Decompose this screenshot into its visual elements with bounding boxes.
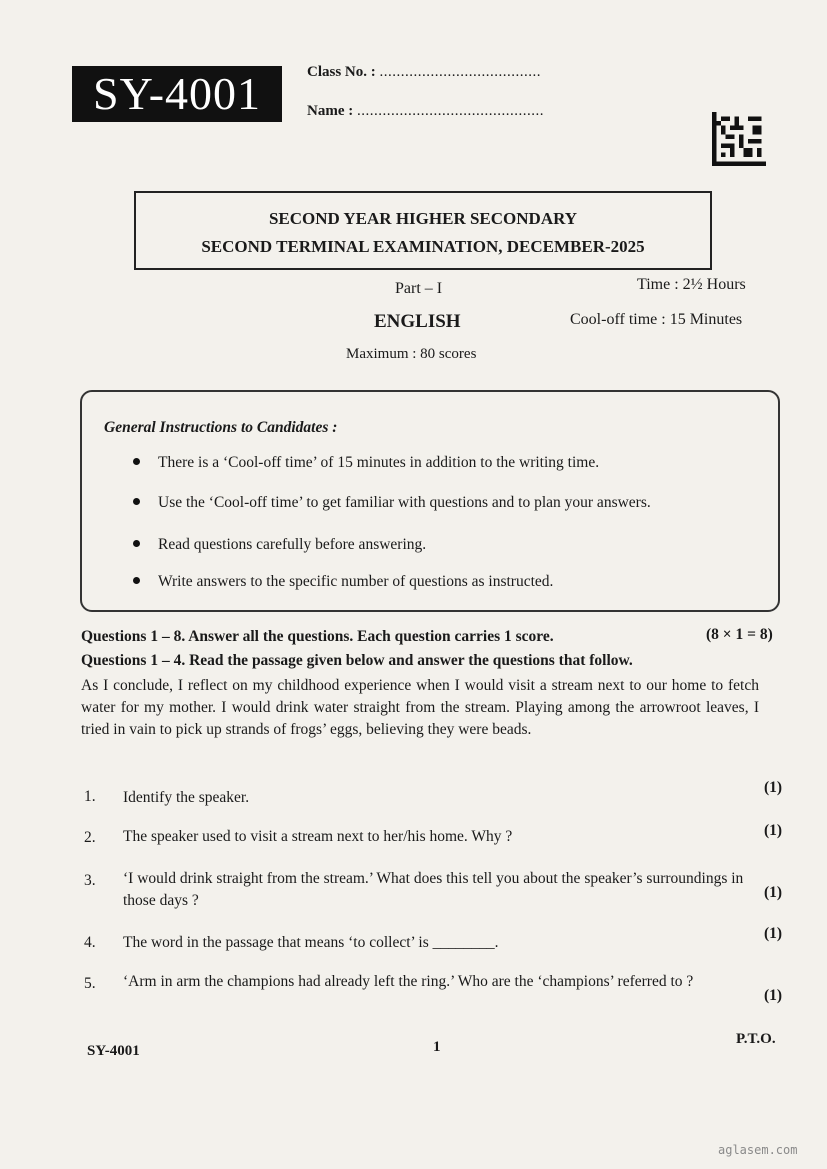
exam-title-line1: SECOND YEAR HIGHER SECONDARY	[268, 209, 578, 228]
pto-label: P.T.O.	[736, 1031, 776, 1047]
class-no-label: Class No. :	[307, 64, 376, 80]
question-text: The word in the passage that means ‘to collect’ is ________.	[123, 934, 499, 951]
question-mark: (1)	[764, 884, 783, 901]
question-mark: (1)	[764, 779, 783, 796]
maximum-scores-label: Maximum : 80 scores	[346, 346, 477, 362]
bullet-icon	[133, 458, 140, 465]
question-mark: (1)	[764, 925, 783, 942]
name-label: Name :	[307, 103, 354, 119]
question-mark: (1)	[764, 987, 783, 1004]
class-no-blank: ......................................	[379, 64, 542, 80]
question-text: ‘Arm in arm the champions had already left the ring.’ Who are the ‘champions’ referred to ?	[123, 973, 694, 990]
question-number: 5.	[84, 975, 96, 992]
question-number: 1.	[84, 788, 96, 805]
instruction-text: Write answers to the specific number of questions as instructed.	[158, 573, 554, 590]
instruction-item	[133, 454, 599, 472]
question-text: The speaker used to visit a stream next to her/his home. Why ?	[123, 828, 513, 845]
watermark-text: aglasem.com	[718, 1143, 798, 1157]
question-mark: (1)	[764, 822, 783, 839]
bullet-icon	[133, 540, 140, 547]
subject-title: ENGLISH	[374, 311, 461, 332]
exam-title-line2: SECOND TERMINAL EXAMINATION, DECEMBER-2025	[201, 237, 645, 256]
paper-code-badge: SY-4001	[72, 66, 282, 122]
reading-passage: As I conclude, I reflect on my childhood experience when I would visit a stream next to our home to fetch water for my mother. I would drink water straight from the stream. Playing among the arrowroot leaves, I tried in vain to pick up strands of frogs’ eggs, believing they were beads.	[81, 677, 759, 738]
cooloff-time-label: Cool-off time : 15 Minutes	[570, 311, 743, 328]
part-label: Part – I	[395, 280, 443, 297]
bullet-icon	[133, 577, 140, 584]
instruction-item	[133, 494, 651, 512]
question-number: 3.	[84, 872, 96, 889]
bullet-icon	[133, 498, 140, 505]
instruction-text: Read questions carefully before answering.	[158, 536, 427, 553]
time-label: Time : 2½ Hours	[637, 276, 746, 293]
question-number: 4.	[84, 934, 96, 951]
section-heading: Questions 1 – 8. Answer all the questions. Each question carries 1 score.	[81, 628, 554, 645]
exam-title-box	[134, 191, 712, 270]
name-blank: ............................................	[356, 103, 544, 119]
name-field	[307, 103, 544, 120]
instruction-item	[133, 536, 426, 554]
page-number: 1	[433, 1039, 441, 1055]
instructions-heading: General Instructions to Candidates :	[104, 419, 338, 436]
question-number: 2.	[84, 829, 96, 846]
class-no-field	[307, 64, 541, 81]
question-text: ‘I would drink straight from the stream.’ What does this tell you about the speaker’s surroundings in those days ?	[123, 870, 744, 909]
passage-instruction: Questions 1 – 4. Read the passage given below and answer the questions that follow.	[81, 652, 633, 669]
instruction-text: There is a ‘Cool-off time’ of 15 minutes in addition to the writing time.	[158, 454, 600, 471]
instruction-item	[133, 573, 553, 591]
question-text: Identify the speaker.	[123, 789, 250, 806]
footer-paper-code: SY-4001	[87, 1043, 140, 1059]
section-score: (8 × 1 = 8)	[706, 626, 773, 643]
instruction-text: Use the ‘Cool-off time’ to get familiar with questions and to plan your answers.	[158, 494, 651, 511]
qr-code-icon	[712, 112, 766, 166]
